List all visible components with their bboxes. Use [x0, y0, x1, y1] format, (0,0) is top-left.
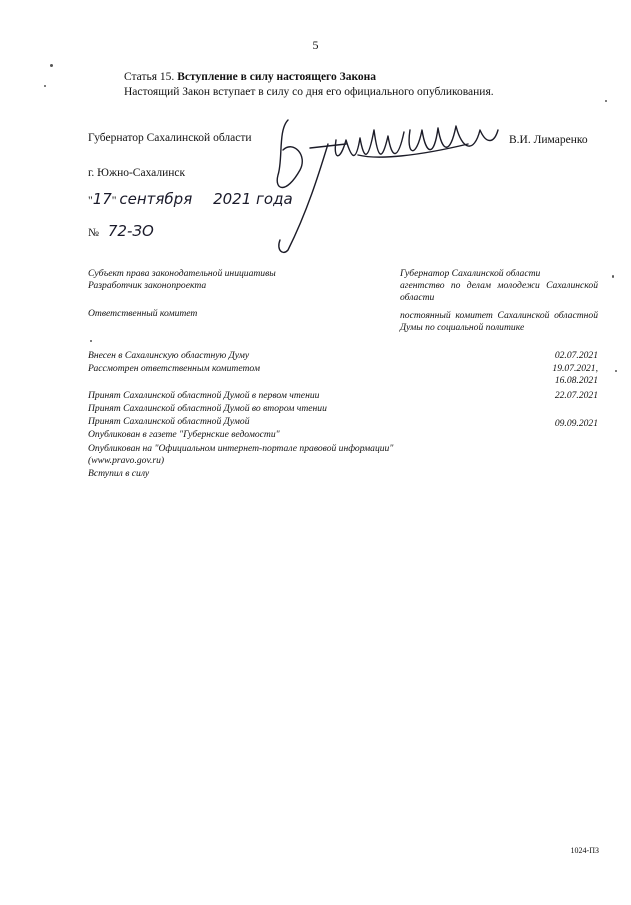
detail-label: Субъект права законодательной инициативы [88, 268, 276, 279]
detail-label: Вступил в силу [88, 468, 150, 479]
detail-value: 09.09.2021 [554, 418, 598, 429]
detail-label: Принят Сахалинской областной Думой в первом чтении [88, 390, 320, 401]
number-value: 72-ЗО [107, 222, 154, 240]
detail-label: Принят Сахалинской областной Думой [88, 416, 250, 427]
date-year: 2021 года [213, 190, 293, 208]
article-text: Настоящий Закон вступает в силу со дня его официального опубликования. [124, 86, 494, 98]
detail-value: агентство по делам молодежи Сахалинской области [400, 280, 598, 303]
detail-label: Рассмотрен ответственным комитетом [88, 363, 260, 374]
date-quote-open: " [88, 195, 93, 207]
page-number: 5 [312, 38, 319, 52]
scan-speck [612, 275, 614, 278]
signing-date [88, 190, 293, 208]
scan-speck [90, 340, 92, 342]
detail-value: 02.07.2021 [554, 350, 598, 361]
scan-speck [44, 85, 46, 87]
governor-name: В.И. Лимаренко [509, 134, 588, 146]
scan-speck [605, 100, 607, 102]
law-number [88, 222, 154, 240]
detail-label: Опубликован на "Официальном интернет-портале правовой информации" (www.pravo.gov.ru) [88, 443, 394, 466]
detail-value: 22.07.2021 [554, 390, 598, 401]
article-label: Статья 15. [124, 71, 175, 83]
article-title: Вступление в силу настоящего Закона [177, 71, 377, 83]
governor-position: Губернатор Сахалинской области [88, 132, 252, 144]
handwritten-signature [228, 100, 508, 260]
detail-label: Внесен в Сахалинскую областную Думу [88, 350, 250, 361]
detail-value-text: 19.07.2021, 16.08.2021 [552, 363, 598, 386]
date-month: сентября [119, 190, 193, 208]
detail-value: Губернатор Сахалинской области [400, 268, 541, 279]
date-day: 17 [92, 190, 112, 208]
detail-value [400, 363, 598, 386]
date-quote-close: " [111, 195, 117, 207]
number-label: № [88, 227, 99, 239]
document-code: 1024-ПЗ [570, 846, 599, 855]
detail-value: постоянный комитет Сахалинской областной Думы по социальной политике [400, 310, 598, 333]
scan-speck [615, 370, 617, 372]
detail-label: Ответственный комитет [88, 308, 198, 319]
detail-label: Разработчик законопроекта [88, 280, 207, 291]
scan-speck [50, 64, 53, 67]
city: г. Южно-Сахалинск [88, 167, 186, 179]
detail-label: Принят Сахалинской областной Думой во втором чтении [88, 403, 327, 414]
article-heading [124, 71, 376, 83]
detail-label: Опубликован в газете "Губернские ведомости" [88, 429, 280, 440]
